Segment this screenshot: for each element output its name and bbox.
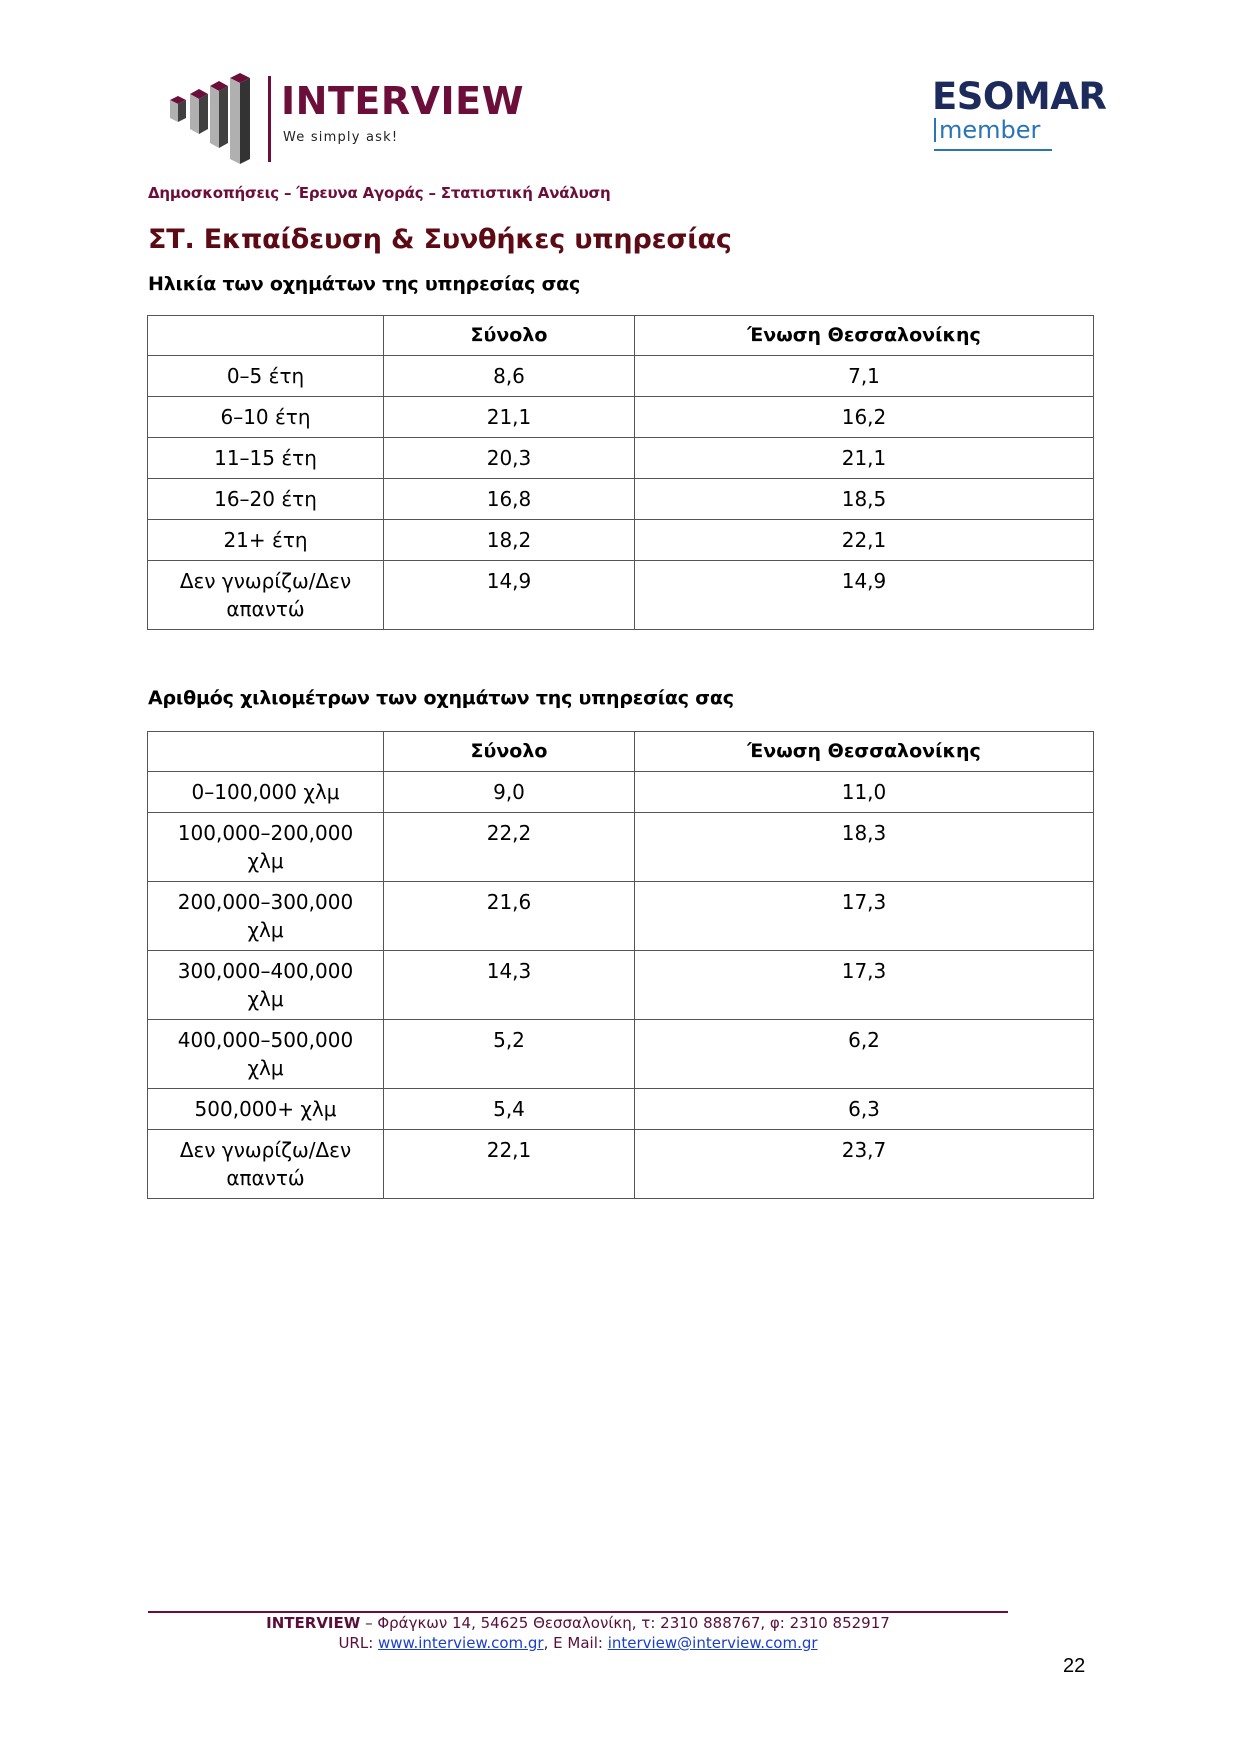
table-row — [148, 397, 1094, 438]
row-label: 0–100,000 χλμ — [148, 772, 384, 813]
union-value: 23,7 — [635, 1130, 1094, 1199]
logo-tagline: We simply ask! — [283, 130, 399, 145]
footer-divider — [148, 1611, 1008, 1613]
table-row — [148, 882, 1094, 951]
vehicle-mileage-table — [147, 731, 1094, 1199]
table-header-row — [148, 316, 1094, 356]
table-row — [148, 1020, 1094, 1089]
total-value: 22,1 — [384, 1130, 635, 1199]
esomar-wordmark: ESOMAR — [932, 75, 1107, 118]
union-value: 6,2 — [635, 1020, 1094, 1089]
table-row — [148, 479, 1094, 520]
footer-address — [148, 1614, 1008, 1632]
total-value: 14,3 — [384, 951, 635, 1020]
union-value: 14,9 — [635, 561, 1094, 630]
row-label: 100,000–200,000 χλμ — [148, 813, 384, 882]
table-row — [148, 951, 1094, 1020]
total-value: 20,3 — [384, 438, 635, 479]
union-value: 17,3 — [635, 951, 1094, 1020]
union-value: 16,2 — [635, 397, 1094, 438]
row-label: 500,000+ χλμ — [148, 1089, 384, 1130]
row-label: 11–15 έτη — [148, 438, 384, 479]
header-total: Σύνολο — [384, 732, 635, 772]
page-number: 22 — [1063, 1655, 1086, 1677]
vehicle-mileage-table-title: Αριθμός χιλιομέτρων των οχημάτων της υπηρεσίας σας — [148, 687, 734, 709]
total-value: 21,6 — [384, 882, 635, 951]
row-label: 200,000–300,000 χλμ — [148, 882, 384, 951]
esomar-member-text: member — [934, 118, 1040, 142]
union-value: 6,3 — [635, 1089, 1094, 1130]
header-union: Ένωση Θεσσαλονίκης — [635, 732, 1094, 772]
logo-wordmark: INTERVIEW — [281, 79, 525, 123]
table-row — [148, 356, 1094, 397]
footer-contacts — [148, 1634, 1008, 1652]
bar-chart-logo-icon — [168, 72, 263, 167]
logo-divider — [268, 76, 271, 162]
total-value: 9,0 — [384, 772, 635, 813]
union-value: 22,1 — [635, 520, 1094, 561]
website-link[interactable]: www.interview.com.gr — [378, 1634, 544, 1652]
union-value: 17,3 — [635, 882, 1094, 951]
row-label: 6–10 έτη — [148, 397, 384, 438]
table-row — [148, 813, 1094, 882]
row-label: 16–20 έτη — [148, 479, 384, 520]
row-label: Δεν γνωρίζω/Δεν απαντώ — [148, 561, 384, 630]
table-row — [148, 1130, 1094, 1199]
table-row — [148, 1089, 1094, 1130]
union-value: 18,5 — [635, 479, 1094, 520]
union-value: 18,3 — [635, 813, 1094, 882]
table-header-row — [148, 732, 1094, 772]
footer-email-label: , E Mail: — [543, 1634, 608, 1652]
total-value: 16,8 — [384, 479, 635, 520]
row-label: 400,000–500,000 χλμ — [148, 1020, 384, 1089]
total-value: 22,2 — [384, 813, 635, 882]
table-row — [148, 772, 1094, 813]
union-value: 7,1 — [635, 356, 1094, 397]
header-union: Ένωση Θεσσαλονίκης — [635, 316, 1094, 356]
vehicle-age-table — [147, 315, 1094, 630]
footer-address-text: – Φράγκων 14, 54625 Θεσσαλονίκη, τ: 2310 888767, φ: 2310 852917 — [360, 1614, 890, 1632]
row-label: 300,000–400,000 χλμ — [148, 951, 384, 1020]
header-empty — [148, 732, 384, 772]
union-value: 21,1 — [635, 438, 1094, 479]
section-title: ΣΤ. Εκπαίδευση & Συνθήκες υπηρεσίας — [148, 224, 732, 255]
total-value: 14,9 — [384, 561, 635, 630]
esomar-member-logo — [932, 75, 1112, 158]
total-value: 5,2 — [384, 1020, 635, 1089]
email-link[interactable]: interview@interview.com.gr — [607, 1634, 818, 1652]
row-label: Δεν γνωρίζω/Δεν απαντώ — [148, 1130, 384, 1199]
total-value: 21,1 — [384, 397, 635, 438]
services-tagline: Δημοσκοπήσεις – Έρευνα Αγοράς – Στατιστική Ανάλυση — [148, 184, 611, 202]
esomar-underline — [934, 149, 1052, 151]
union-value: 11,0 — [635, 772, 1094, 813]
table-row — [148, 438, 1094, 479]
header-total: Σύνολο — [384, 316, 635, 356]
total-value: 5,4 — [384, 1089, 635, 1130]
total-value: 18,2 — [384, 520, 635, 561]
header-empty — [148, 316, 384, 356]
footer-brand: INTERVIEW — [266, 1614, 361, 1632]
table-row — [148, 561, 1094, 630]
row-label: 21+ έτη — [148, 520, 384, 561]
footer-url-label: URL: — [338, 1634, 379, 1652]
interview-logo — [168, 72, 548, 167]
total-value: 8,6 — [384, 356, 635, 397]
vehicle-age-table-title: Ηλικία των οχημάτων της υπηρεσίας σας — [148, 273, 581, 295]
row-label: 0–5 έτη — [148, 356, 384, 397]
table-row — [148, 520, 1094, 561]
